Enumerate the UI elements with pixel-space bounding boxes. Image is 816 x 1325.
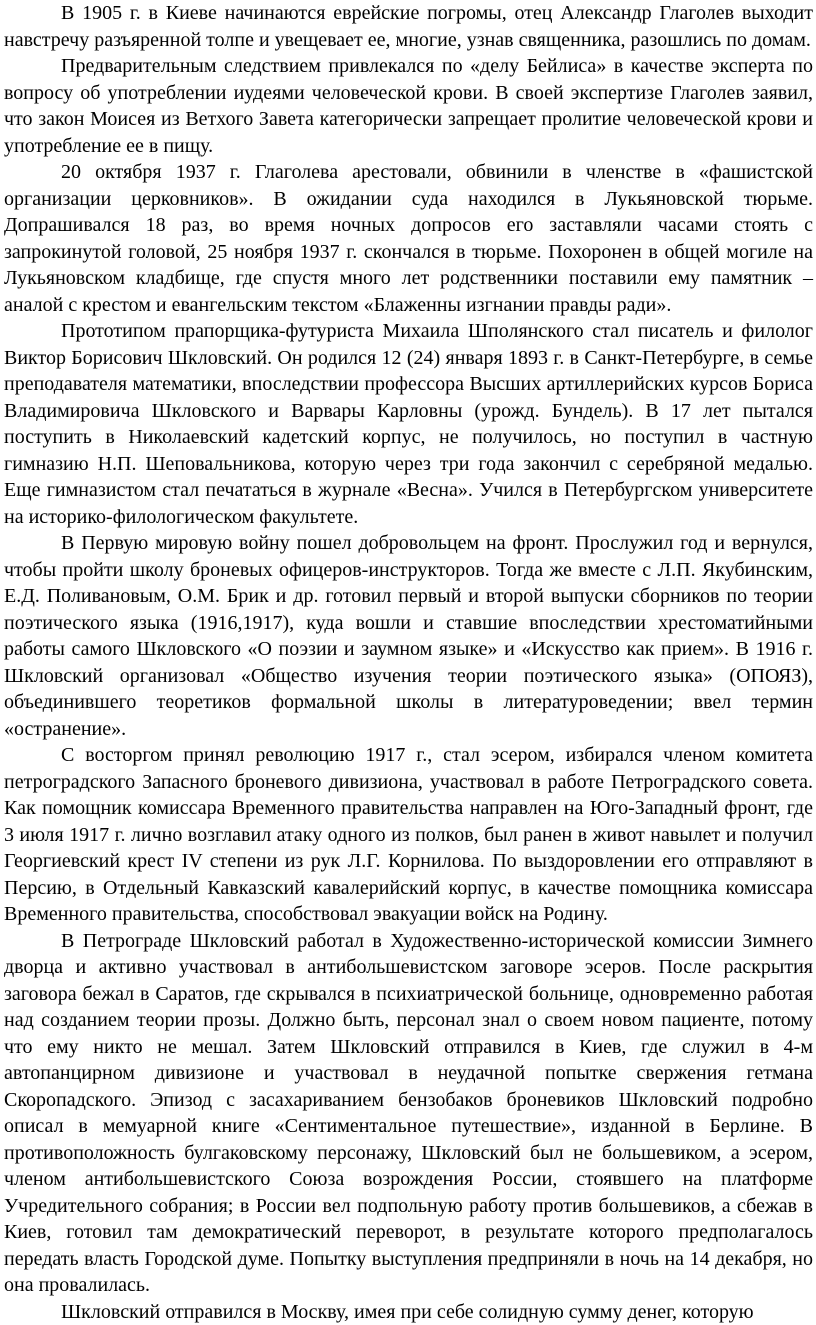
- paragraph-shklovsky-biography: Прототипом прапорщика-футуриста Михаила Шполянского стал писатель и филолог Виктор Борисович Шкловский. Он родился 12 (24) января 1893 г. в Санкт-Петербурге, в семье преподавателя математики, впоследствии профессора Высших артиллерийских курсов Бориса Владимировича Шкловского и Варвары Карловны (урожд. Бундель). В 17 лет пытался поступить в Николаевский кадетский корпус, не получилось, но поступил в частную гимназию Н.П. Шеповальникова, которую через три года закончил с серебряной медалью. Еще гимназистом стал печататься в журнале «Весна». Учился в Петербургском университете на историко-филологическом факультете.: [4, 318, 813, 530]
- paragraph-pogroms: В 1905 г. в Киеве начинаются еврейские погромы, отец Александр Глаголев выходит навстречу разъяренной толпе и увещевает ее, многие, узнав священника, разошлись по домам.: [4, 0, 813, 53]
- paragraph-arrest-1937: 20 октября 1937 г. Глаголева арестовали, обвинили в членстве в «фашистской организации церковников». В ожидании суда находился в Лукьяновской тюрьме. Допрашивался 18 раз, во время ночных допросов его заставляли часами стоять с запрокинутой головой, 25 ноября 1937 г. скончался в тюрьме. Похоронен в общей могиле на Лукьяновском кладбище, где спустя много лет родственники поставили ему памятник – аналой с крестом и евангельским текстом «Блаженны изгнании правды ради».: [4, 159, 813, 318]
- paragraph-moscow: Шкловский отправился в Москву, имея при себе солидную сумму денег, которую: [4, 1299, 813, 1325]
- paragraph-petrograd-kiev: В Петрограде Шкловский работал в Художественно-исторической комиссии Зимнего дворца и активно участвовал в антибольшевистском заговоре эсеров. После раскрытия заговора бежал в Саратов, где скрывался в психиатрической больнице, одновременно работая над созданием теории прозы. Должно быть, персонал знал о своем новом пациенте, потому что ему никто не мешал. Затем Шкловский отправился в Киев, где служил в 4-м автопанцирном дивизионе и участвовал в неудачной попытке свержения гетмана Скоропадского. Эпизод с засахариванием бензобаков броневиков Шкловский подробно описал в мемуарной книге «Сентиментальное путешествие», изданной в Берлине. В противоположность булгаковскому персонажу, Шкловский был не большевиком, а эсером, членом антибольшевистского Союза возрождения России, стоявшего на платформе Учредительного собрания; в России вел подпольную работу против большевиков, а сбежав в Киев, готовил там демократический переворот, в результате которого предполагалось передать власть Городской думе. Попытку выступления предприняли в ночь на 14 декабря, но она провалилась.: [4, 928, 813, 1299]
- paragraph-first-world-war: В Первую мировую войну пошел добровольцем на фронт. Прослужил год и вернулся, чтобы пройти школу броневых офицеров-инструкторов. Тогда же вместе с Л.П. Якубинским, Е.Д. Поливановым, О.М. Брик и др. готовил первый и второй выпуски сборников по теории поэтического языка (1916,1917), куда вошли и ставшие впоследствии хрестоматийными работы самого Шкловского «О поэзии и заумном языке» и «Искусство как прием». В 1916 г. Шкловский организовал «Общество изучения теории поэтического языка» (ОПОЯЗ), объединившего теоретиков формальной школы в литературоведении; ввел термин «остранение».: [4, 530, 813, 742]
- paragraph-revolution-1917: С восторгом принял революцию 1917 г., стал эсером, избирался членом комитета петроградского Запасного броневого дивизиона, участвовал в работе Петроградского совета. Как помощник комиссара Временного правительства направлен на Юго-Западный фронт, где 3 июля 1917 г. лично возглавил атаку одного из полков, был ранен в живот навылет и получил Георгиевский крест IV степени из рук Л.Г. Корнилова. По выздоровлении его отправляют в Персию, в Отдельный Кавказский кавалерийский корпус, в качестве помощника комиссара Временного правительства, способствовал эвакуации войск на Родину.: [4, 742, 813, 928]
- paragraph-beilis-case: Предварительным следствием привлекался по «делу Бейлиса» в качестве эксперта по вопросу об употреблении иудеями человеческой крови. В своей экспертизе Глаголев заявил, что закон Моисея из Ветхого Завета категорически запрещает пролитие человеческой крови и употребление ее в пищу.: [4, 53, 813, 159]
